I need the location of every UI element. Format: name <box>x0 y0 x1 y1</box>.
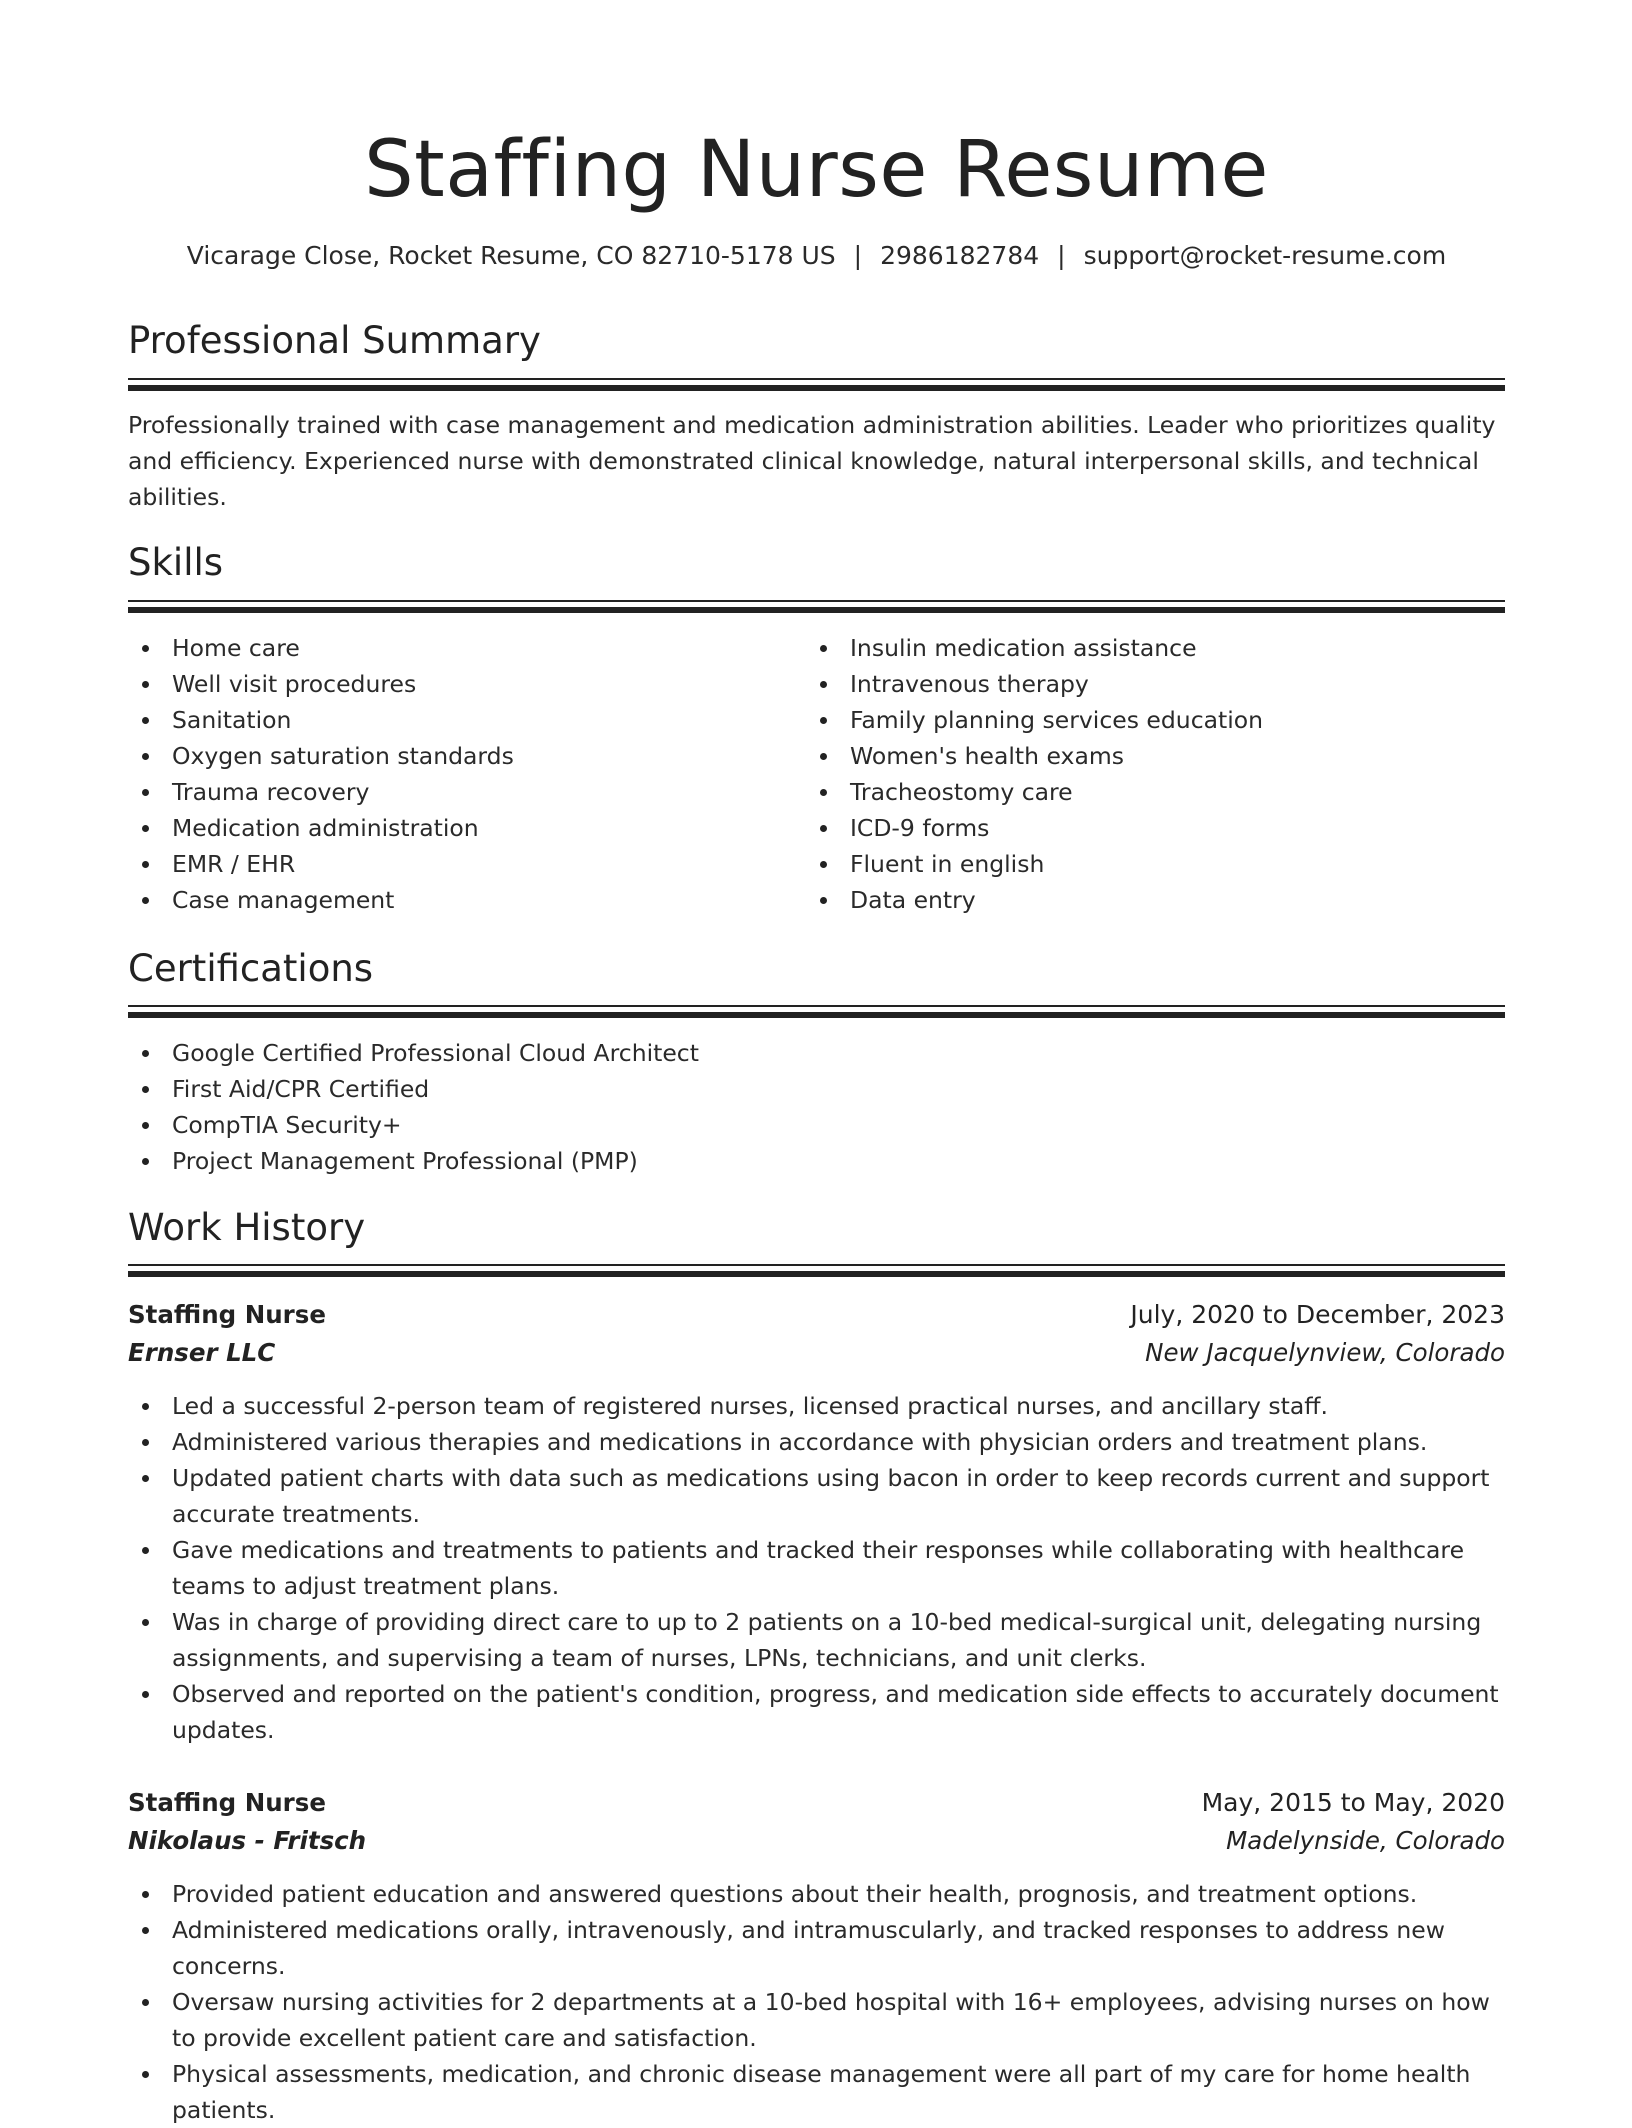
summary-heading: Professional Summary <box>128 319 541 362</box>
job-bullet: Administered medications orally, intravenously, and intramuscularly, and tracked responses to address new concerns. <box>128 1912 1505 1984</box>
certifications-list <box>128 1035 1505 1179</box>
section-rule <box>128 1005 1505 1007</box>
skill-item: Insulin medication assistance <box>806 630 1466 666</box>
job-bullets <box>128 1388 1505 1748</box>
job-title: Staffing Nurse <box>128 1300 326 1329</box>
section-rule <box>128 607 1505 613</box>
contact-email: support@rocket-resume.com <box>1083 241 1447 270</box>
job-bullet: Gave medications and treatments to patients and tracked their responses while collaborating with healthcare teams to adjust treatment plans. <box>128 1532 1505 1604</box>
contact-separator: | <box>1057 241 1066 270</box>
job-subheader <box>128 1822 1505 1860</box>
job-dates: May, 2015 to May, 2020 <box>1201 1788 1505 1817</box>
job-bullet: Was in charge of providing direct care to up to 2 patients on a 10-bed medical-surgical unit, delegating nursing assignments, and supervising a team of nurses, LPNs, technicians, and unit clerks. <box>128 1604 1505 1676</box>
contact-line <box>128 236 1505 276</box>
skills-column-right <box>806 630 1466 918</box>
skill-item: Medication administration <box>128 810 788 846</box>
skill-item: Tracheostomy care <box>806 774 1466 810</box>
certification-item: Google Certified Professional Cloud Architect <box>128 1035 1505 1071</box>
skill-item: Fluent in english <box>806 846 1466 882</box>
job-location: New Jacquelynview, Colorado <box>1145 1338 1505 1367</box>
skill-item: ICD-9 forms <box>806 810 1466 846</box>
section-rule <box>128 378 1505 380</box>
section-rule <box>128 600 1505 602</box>
job-bullet: Led a successful 2-person team of registered nurses, licensed practical nurses, and ancillary staff. <box>128 1388 1505 1424</box>
resume-title: Staffing Nurse Resume <box>364 125 1269 215</box>
summary-section <box>128 316 1505 366</box>
section-rule <box>128 385 1505 391</box>
job-title: Staffing Nurse <box>128 1788 326 1817</box>
skill-item: Sanitation <box>128 702 788 738</box>
skill-item: Home care <box>128 630 788 666</box>
certification-item: CompTIA Security+ <box>128 1107 1505 1143</box>
certification-item: First Aid/CPR Certified <box>128 1071 1505 1107</box>
job-bullet: Oversaw nursing activities for 2 departments at a 10-bed hospital with 16+ employees, advising nurses on how to provide excellent patient care and satisfaction. <box>128 1984 1505 2056</box>
job-bullet: Provided patient education and answered questions about their health, prognosis, and treatment options. <box>128 1876 1505 1912</box>
job-subheader <box>128 1334 1505 1372</box>
contact-phone: 2986182784 <box>880 241 1040 270</box>
contact-address: Vicarage Close, Rocket Resume, CO 82710-5178 US <box>186 241 836 270</box>
job-company: Nikolaus - Fritsch <box>128 1826 367 1855</box>
skills-section <box>128 538 1505 588</box>
skill-item: Intravenous therapy <box>806 666 1466 702</box>
skill-item: Case management <box>128 882 788 918</box>
section-rule <box>128 1264 1505 1266</box>
certification-item: Project Management Professional (PMP) <box>128 1143 1505 1179</box>
skills-column-left <box>128 630 788 918</box>
job-bullet: Updated patient charts with data such as medications using bacon in order to keep records current and support accurate treatments. <box>128 1460 1505 1532</box>
work-section <box>128 1203 1505 1253</box>
contact-separator: | <box>853 241 863 270</box>
skill-item: Family planning services education <box>806 702 1466 738</box>
skill-item: Women's health exams <box>806 738 1466 774</box>
certifications-section <box>128 944 1505 994</box>
skill-item: Trauma recovery <box>128 774 788 810</box>
summary-text: Professionally trained with case management and medication administration abilities. Leader who prioritizes quality and efficiency. Experienced nurse with demonstrated clinical knowledge, natural interpersonal skills, and technical abilities. <box>128 411 1496 511</box>
section-rule <box>128 1271 1505 1277</box>
skill-item: Well visit procedures <box>128 666 788 702</box>
certifications-heading: Certifications <box>128 947 374 990</box>
job-bullet: Observed and reported on the patient's condition, progress, and medication side effects to accurately document updates. <box>128 1676 1505 1748</box>
job-header <box>128 1784 1505 1822</box>
job-header <box>128 1296 1505 1334</box>
job-company: Ernser LLC <box>128 1338 276 1367</box>
job-bullet: Administered various therapies and medications in accordance with physician orders and treatment plans. <box>128 1424 1505 1460</box>
section-rule <box>128 1012 1505 1018</box>
skill-item: Oxygen saturation standards <box>128 738 788 774</box>
job-bullets <box>128 1876 1505 2128</box>
skill-item: Data entry <box>806 882 1466 918</box>
job-location: Madelynside, Colorado <box>1226 1826 1505 1855</box>
work-heading: Work History <box>128 1206 366 1249</box>
job-dates: July, 2020 to December, 2023 <box>1130 1300 1505 1329</box>
skills-heading: Skills <box>128 541 224 584</box>
skill-item: EMR / EHR <box>128 846 788 882</box>
job-bullet: Physical assessments, medication, and chronic disease management were all part of my care for home health patients. <box>128 2056 1505 2128</box>
